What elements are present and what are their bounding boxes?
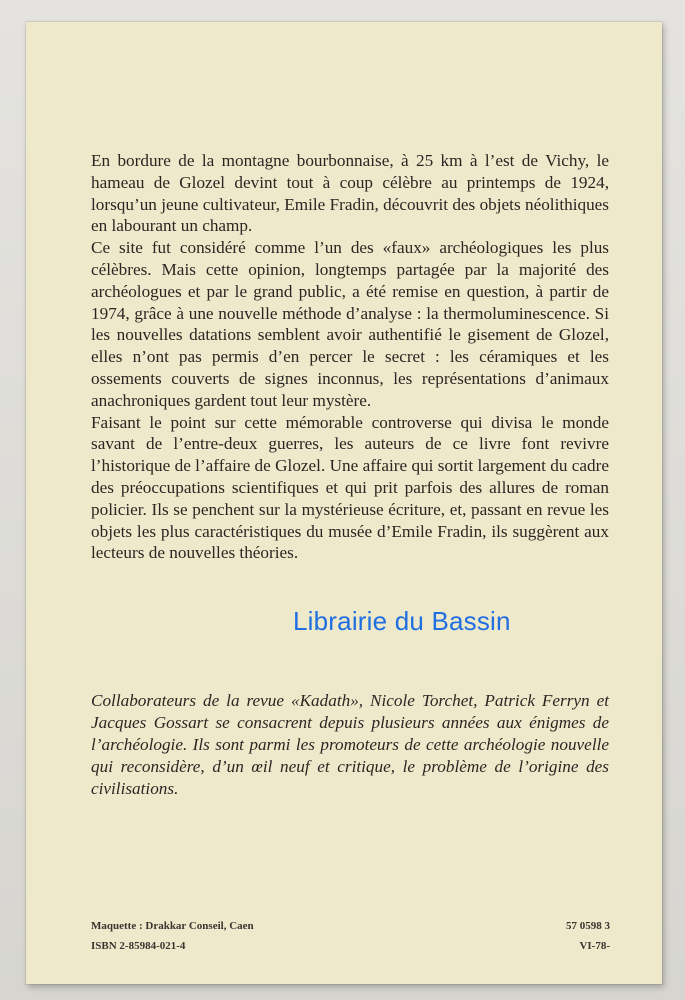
blurb-paragraph: Faisant le point sur cette mémorable controverse qui divisa le monde savant de l’entre-deux guerres, les auteurs de ce livre font revivre l’historique de l’affaire de Glozel. Une affaire qui sortit largement du cadre des préoccupations scientifiques et qui prit parfois des allures de roman policier. Ils se penchent sur la mystérieuse écriture, et, passant en revue les objets les plus caractéristiques du musée d’Emile Fradin, ils suggèrent aux lecteurs de nouvelles théories. — [91, 412, 609, 563]
back-cover-blurb — [91, 150, 609, 564]
maquette-credit: Maquette : Drakkar Conseil, Caen — [91, 920, 254, 932]
seller-watermark: Librairie du Bassin — [293, 606, 511, 636]
credits-left — [91, 916, 254, 956]
authors-paragraph: Collaborateurs de la revue «Kadath», Nicole Torchet, Patrick Ferryn et Jacques Gossart se consacrent depuis plusieurs années aux énigmes de l’archéologie. Ils sont parmi les promoteurs de cette archéologie nouvelle qui reconsidère, d’un œil neuf et critique, le problème de l’origine des civilisations. — [91, 691, 609, 798]
isbn-number: ISBN 2-85984-021-4 — [91, 940, 186, 952]
authors-note — [91, 690, 609, 800]
credits-right — [540, 916, 610, 956]
blurb-paragraph: En bordure de la montagne bourbonnaise, à 25 km à l’est de Vichy, le hameau de Glozel devint tout à coup célèbre au printemps de 1924, lorsqu’un jeune cultivateur, Emile Fradin, découvrit des objets néolithiques en labourant un champ. — [91, 151, 609, 236]
catalog-code: 57 0598 3 — [566, 920, 610, 932]
print-code: VI-78- — [579, 940, 610, 952]
blurb-paragraph: Ce site fut considéré comme l’un des «faux» archéologiques les plus célèbres. Mais cette opinion, longtemps partagée par la majorité des archéologues et par le grand public, a été remise en question, à partir de 1974, grâce à une nouvelle méthode d’analyse : la thermoluminescence. Si les nouvelles datations semblent avoir authentifié le gisement de Glozel, elles n’ont pas permis d’en percer le secret : les céramiques et les ossements couverts de signes inconnus, les représentations d’animaux anachroniques gardent tout leur mystère. — [91, 238, 609, 410]
